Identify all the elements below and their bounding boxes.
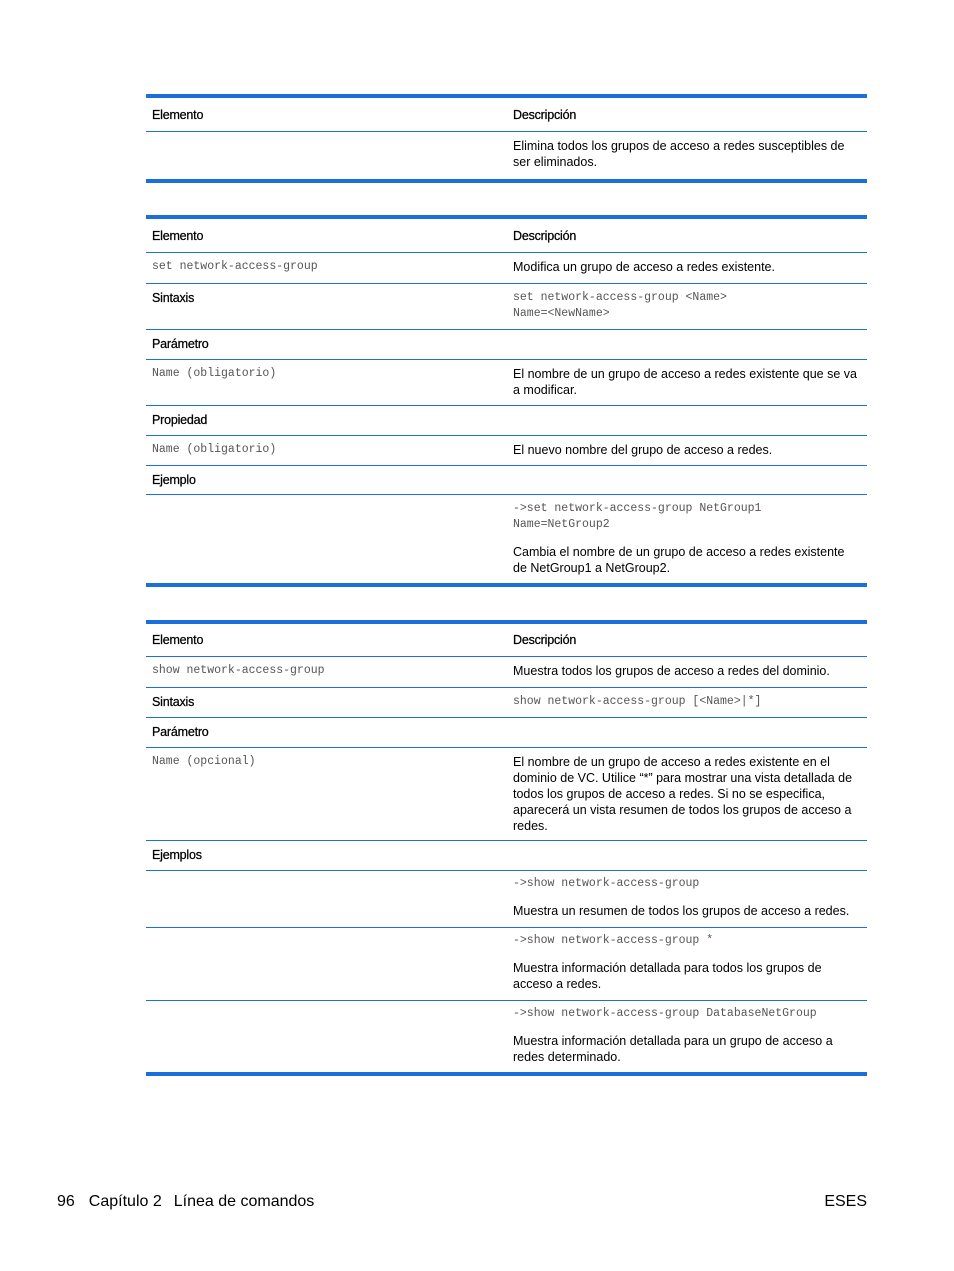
command-row (146, 657, 867, 687)
example-row (146, 927, 867, 1000)
example-row (146, 870, 867, 927)
syntax-code-line: Name=<NewName> (513, 307, 610, 320)
row-element (146, 138, 507, 179)
property-name: Name (obligatorio) (152, 443, 277, 456)
empty-cell (146, 1006, 507, 1072)
section-label: Parámetro (152, 337, 209, 351)
chapter-title: Línea de comandos (173, 1193, 315, 1210)
section-row-ejemplo (146, 465, 867, 494)
example-code-line: ->set network-access-group NetGroup1 (513, 502, 762, 515)
section-label: Ejemplo (152, 473, 196, 487)
syntax-row (146, 687, 867, 717)
table-header-row (146, 219, 867, 253)
header-elemento: Elemento (152, 633, 204, 647)
table-remove-network-access-group (146, 94, 867, 183)
table-header-row (146, 98, 867, 132)
header-elemento: Elemento (152, 107, 204, 122)
syntax-label: Sintaxis (152, 291, 195, 305)
empty-cell (146, 933, 507, 1000)
example-code-line: Name=NetGroup2 (513, 518, 610, 531)
section-row-parametro (146, 329, 867, 359)
header-descripcion: Descripción (513, 633, 577, 647)
syntax-code-line: set network-access-group <Name> (513, 291, 727, 304)
table-header-row (146, 624, 867, 657)
example-code: ->show network-access-group * (513, 934, 714, 947)
table-show-network-access-group (146, 620, 867, 1076)
example-description: Cambia el nombre de un grupo de acceso a redes existente de NetGroup1 a NetGroup2. (513, 545, 845, 575)
parameter-name: Name (obligatorio) (152, 367, 277, 380)
example-code: ->show network-access-group (513, 877, 700, 890)
property-row (146, 435, 867, 465)
example-content (507, 1006, 867, 1072)
section-label: Propiedad (152, 413, 208, 427)
header-elemento: Elemento (152, 228, 204, 243)
table-row (146, 132, 867, 179)
parameter-description: El nombre de un grupo de acceso a redes existente en el dominio de VC. Utilice “*” para mostrar una vista detallada de todos los grupos de acceso a redes. Si no se especifica, aparecerá un vista resumen de todos los grupos de acceso a redes. (513, 755, 853, 833)
section-label: Parámetro (152, 725, 209, 739)
section-row-parametro (146, 717, 867, 747)
example-content (507, 501, 867, 583)
example-content (507, 933, 867, 1000)
empty-cell (146, 876, 507, 927)
empty-cell (507, 847, 867, 870)
empty-cell (507, 336, 867, 359)
syntax-label: Sintaxis (152, 695, 195, 709)
page-footer-left (57, 1192, 314, 1212)
command-description: Muestra todos los grupos de acceso a redes del dominio. (513, 664, 830, 678)
example-description: Muestra información detallada para un grupo de acceso a redes determinado. (513, 1034, 833, 1064)
page-footer-right: ESES (824, 1193, 867, 1210)
section-row-propiedad (146, 405, 867, 435)
section-row-ejemplos (146, 840, 867, 870)
syntax-value (507, 290, 867, 329)
example-description: Muestra un resumen de todos los grupos de acceso a redes. (513, 904, 850, 918)
parameter-row (146, 747, 867, 840)
empty-cell (507, 724, 867, 747)
command-name: show network-access-group (152, 664, 325, 677)
parameter-row (146, 359, 867, 405)
row-description: Elimina todos los grupos de acceso a redes susceptibles de ser eliminados. (513, 139, 845, 169)
header-descripcion: Descripción (513, 107, 577, 122)
parameter-name: Name (opcional) (152, 755, 256, 768)
empty-cell (146, 501, 507, 583)
syntax-row (146, 283, 867, 329)
example-code: ->show network-access-group DatabaseNetGroup (513, 1007, 817, 1020)
section-label: Ejemplos (152, 848, 202, 862)
chapter-label: Capítulo 2 (88, 1193, 162, 1210)
command-row (146, 253, 867, 283)
example-row (146, 494, 867, 583)
page-number: 96 (57, 1193, 75, 1210)
header-descripcion: Descripción (513, 228, 577, 243)
example-row (146, 1000, 867, 1072)
empty-cell (507, 412, 867, 435)
syntax-code: show network-access-group [<Name>|*] (513, 695, 762, 708)
example-description: Muestra información detallada para todos los grupos de acceso a redes. (513, 961, 822, 991)
property-description: El nuevo nombre del grupo de acceso a redes. (513, 443, 773, 457)
example-content (507, 876, 867, 927)
empty-cell (507, 472, 867, 494)
command-name: set network-access-group (152, 260, 318, 273)
parameter-description: El nombre de un grupo de acceso a redes existente que se va a modificar. (513, 367, 857, 397)
table-set-network-access-group (146, 215, 867, 587)
command-description: Modifica un grupo de acceso a redes existente. (513, 260, 775, 274)
